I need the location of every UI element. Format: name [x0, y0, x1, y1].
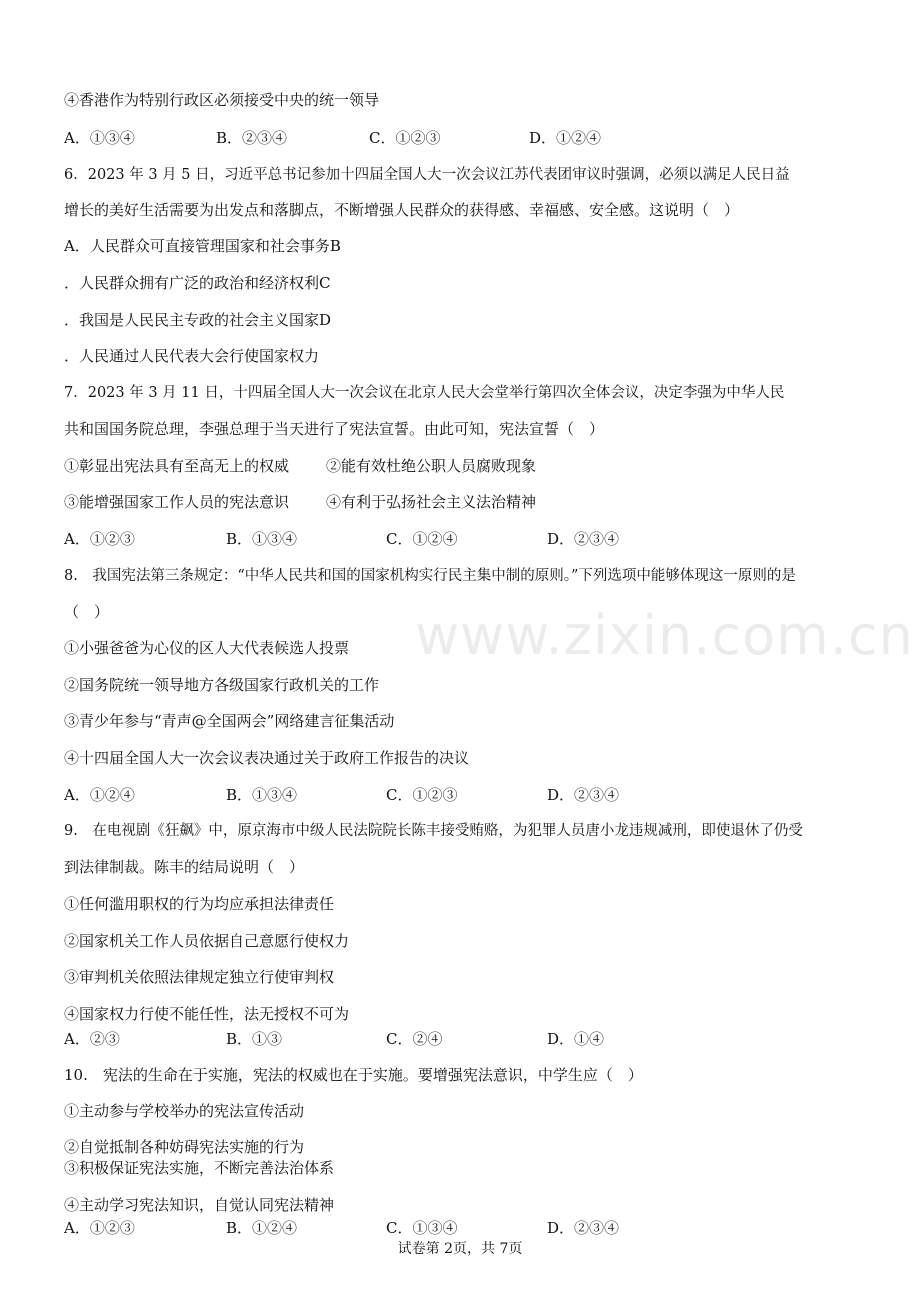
q10-item-4: ④主动学习宪法知识，自觉认同宪法精神 [64, 1196, 335, 1214]
q9-stem-line-2: 到法律制裁。陈丰的结局说明（ ） [64, 858, 305, 876]
q9-option-b: B．①③ [226, 1030, 283, 1048]
q7-option-b: B．①③④ [226, 530, 298, 548]
q10-item-1: ①主动参与学校举办的宪法宣传活动 [64, 1102, 305, 1120]
q9-option-a: A．②③ [64, 1030, 120, 1048]
q7-option-a: A．①②③ [64, 530, 135, 548]
q8-option-a: A．①②④ [64, 786, 135, 804]
q7-option-d: D．②③④ [547, 530, 620, 548]
q10-option-c: C．①③④ [386, 1219, 458, 1237]
q6-option-b: ．人民群众拥有广泛的政治和经济权利C [64, 274, 331, 292]
q8-item-1: ①小强爸爸为心仪的区人大代表候选人投票 [64, 639, 350, 657]
q10-option-b: B．①②④ [226, 1219, 298, 1237]
q6-stem-line-2: 增长的美好生活需要为出发点和落脚点，不断增强人民群众的获得感、幸福感、安全感。这说明（ ） [64, 201, 740, 219]
q5-option-b: B．②③④ [216, 129, 288, 147]
q8-option-b: B．①③④ [226, 786, 298, 804]
q8-option-d: D．②③④ [547, 786, 620, 804]
q7-stem-line-1: 7．2023 年 3 月 11 日，十四届全国人大一次会议在北京人民大会堂举行第四次全体会议，决定李强为中华人民 [64, 385, 785, 401]
q9-item-1: ①任何滥用职权的行为均应承担法律责任 [64, 895, 335, 913]
q7-item-1: ①彰显出宪法具有至高无上的权威 [64, 457, 290, 475]
q9-stem-line-1: 9. 在电视剧《狂飙》中，原京海市中级人民法院院长陈丰接受贿赂，为犯罪人员唐小龙违规减刑，即使退休了仍受 [64, 823, 803, 839]
q10-option-a: A．①②③ [64, 1219, 135, 1237]
q7-option-c: C．①②④ [386, 530, 458, 548]
q7-item-3: ③能增强国家工作人员的宪法意识 [64, 493, 290, 511]
q6-stem-line-1: 6．2023 年 3 月 5 日，习近平总书记参加十四届全国人大一次会议江苏代表团审议时强调，必须以满足人民日益 [64, 167, 790, 183]
q8-item-3: ③青少年参与“青声@全国两会”网络建言征集活动 [64, 712, 395, 730]
q10-stem-line-1: 10. 宪法的生命在于实施，宪法的权威也在于实施。要增强宪法意识，中学生应（ ） [64, 1066, 643, 1084]
q10-item-2: ②自觉抵制各种妨碍宪法实施的行为 [64, 1138, 305, 1156]
q9-item-4: ④国家权力行使不能任性，法无授权不可为 [64, 1005, 350, 1023]
q6-option-d: ．人民通过人民代表大会行使国家权力 [64, 347, 320, 365]
q9-item-3: ③审判机关依照法律规定独立行使审判权 [64, 968, 335, 986]
q10-item-3: ③积极保证宪法实施，不断完善法治体系 [64, 1159, 335, 1177]
q8-option-c: C．①②③ [386, 786, 458, 804]
q5-option-c: C．①②③ [369, 129, 441, 147]
q10-option-d: D．②③④ [547, 1219, 620, 1237]
q6-option-c: ．我国是人民民主专政的社会主义国家D [64, 311, 332, 329]
q9-option-c: C．②④ [386, 1030, 443, 1048]
page-footer: 试卷第 2页，共 7页 [397, 1241, 523, 1257]
q5-option-a: A．①③④ [64, 129, 135, 147]
q6-option-a: A．人民群众可直接管理国家和社会事务B [64, 237, 341, 255]
q9-option-d: D．①④ [547, 1030, 605, 1048]
q7-item-4: ④有利于弘扬社会主义法治精神 [326, 493, 537, 511]
q8-stem-line-1: 8. 我国宪法第三条规定：“中华人民共和国的国家机构实行民主集中制的原则。”下列选项中能够体现这一原则的是 [64, 568, 796, 584]
q5-item-4: ④香港作为特别行政区必须接受中央的统一领导 [64, 91, 380, 109]
q8-stem-line-2: （ ） [64, 603, 110, 621]
q7-stem-line-2: 共和国国务院总理，李强总理于当天进行了宪法宣誓。由此可知，宪法宣誓（ ） [64, 420, 605, 438]
watermark: www.zixin.com.cn [415, 604, 914, 667]
q8-item-2: ②国务院统一领导地方各级国家行政机关的工作 [64, 676, 380, 694]
q8-item-4: ④十四届全国人大一次会议表决通过关于政府工作报告的决议 [64, 749, 470, 767]
q7-item-2: ②能有效杜绝公职人员腐败现象 [326, 457, 537, 475]
q5-option-d: D．①②④ [529, 129, 602, 147]
q9-item-2: ②国家机关工作人员依据自己意愿行使权力 [64, 932, 350, 950]
